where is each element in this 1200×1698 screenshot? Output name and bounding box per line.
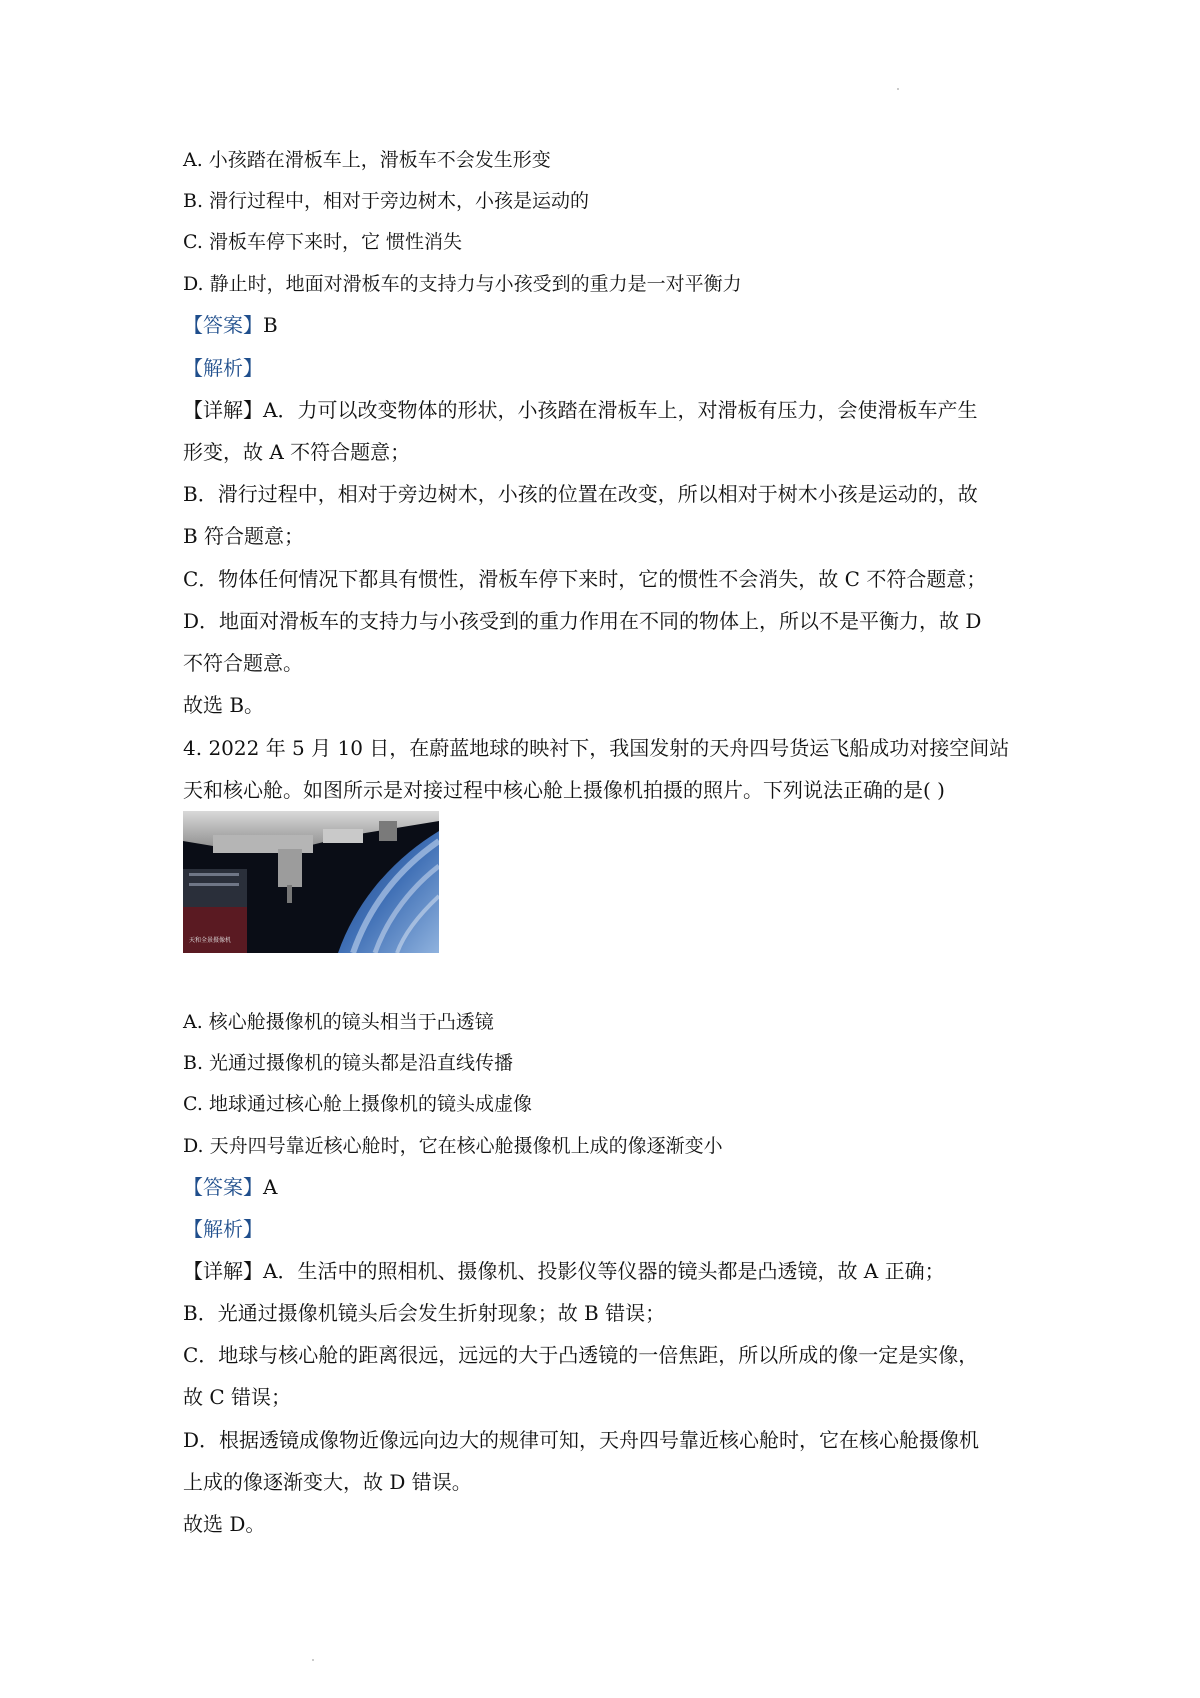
q3-detail-line-6: D．地面对滑板车的支持力与小孩受到的重力作用在不同的物体上，所以不是平衡力，故 D	[183, 609, 982, 633]
q3-option-a: A. 小孩踏在滑板车上，滑板车不会发生形变	[183, 149, 551, 171]
q3-detail-text-1: A．力可以改变物体的形状，小孩踏在滑板车上，对滑板有压力，会使滑板车产生	[263, 398, 978, 422]
q4-option-d: D. 天舟四号靠近核心舱时，它在核心舱摄像机上成的像逐渐变小	[183, 1135, 723, 1157]
space-station-photo	[183, 811, 439, 953]
q4-detail-text-1: A．生活中的照相机、摄像机、投影仪等仪器的镜头都是凸透镜，故 A 正确；	[263, 1259, 945, 1283]
photo-caption: 天和全景摄像机	[189, 937, 232, 944]
q4-detail-line-6: 上成的像逐渐变大，故 D 错误。	[183, 1470, 472, 1494]
q4-option-c: C. 地球通过核心舱上摄像机的镜头成虚像	[183, 1093, 532, 1115]
q3-detail-tag: 【详解】	[183, 398, 263, 422]
q3-option-d: D. 静止时，地面对滑板车的支持力与小孩受到的重力是一对平衡力	[183, 273, 742, 295]
q3-detail-line-7: 不符合题意。	[183, 651, 303, 675]
q3-detail-line-3: B．滑行过程中，相对于旁边树木，小孩的位置在改变，所以相对于树木小孩是运动的，故	[183, 482, 978, 506]
q4-analysis-tag: 【解析】	[183, 1217, 263, 1241]
q4-option-a: A. 核心舱摄像机的镜头相当于凸透镜	[183, 1011, 494, 1033]
q3-detail-line-1	[183, 397, 977, 423]
q4-detail-line-1	[183, 1258, 945, 1284]
q3-option-c: C. 滑板车停下来时，它 惯性消失	[183, 231, 462, 253]
page-dot-bottom	[312, 1659, 314, 1661]
q4-stem-line-1: 4. 2022 年 5 月 10 日，在蔚蓝地球的映衬下，我国发射的天舟四号货运飞船成功对接空间站	[183, 736, 1010, 760]
q4-option-b: B. 光通过摄像机的镜头都是沿直线传播	[183, 1052, 514, 1074]
page-dot-top	[897, 88, 899, 90]
q4-detail-line-3: C．地球与核心舱的距离很远，远远的大于凸透镜的一倍焦距，所以所成的像一定是实像，	[183, 1343, 979, 1367]
q3-answer-tag: 【答案】	[183, 313, 263, 337]
q3-answer-line	[183, 312, 278, 338]
q4-detail-line-2: B．光通过摄像机镜头后会发生折射现象；故 B 错误；	[183, 1301, 666, 1325]
q4-detail-tag: 【详解】	[183, 1259, 263, 1283]
q4-detail-line-4: 故 C 错误；	[183, 1385, 292, 1409]
q4-detail-line-7: 故选 D。	[183, 1512, 266, 1536]
q4-answer-tag: 【答案】	[183, 1175, 263, 1199]
q3-answer-value: B	[263, 313, 278, 337]
q4-answer-line	[183, 1174, 277, 1200]
q3-option-b: B. 滑行过程中，相对于旁边树木，小孩是运动的	[183, 190, 590, 212]
q4-stem-line-2: 天和核心舱。如图所示是对接过程中核心舱上摄像机拍摄的照片。下列说法正确的是( )	[183, 778, 945, 802]
q3-detail-line-2: 形变，故 A 不符合题意；	[183, 440, 411, 464]
q3-detail-line-5: C．物体任何情况下都具有惯性，滑板车停下来时，它的惯性不会消失，故 C 不符合题意；	[183, 567, 987, 591]
q4-answer-value: A	[263, 1175, 278, 1199]
q3-detail-line-4: B 符合题意；	[183, 524, 305, 548]
q4-detail-line-5: D．根据透镜成像物近像远向边大的规律可知，天舟四号靠近核心舱时，它在核心舱摄像机	[183, 1428, 980, 1452]
q3-detail-line-8: 故选 B。	[183, 693, 265, 717]
earth-docking-image	[183, 811, 439, 953]
q3-analysis-tag: 【解析】	[183, 356, 263, 380]
